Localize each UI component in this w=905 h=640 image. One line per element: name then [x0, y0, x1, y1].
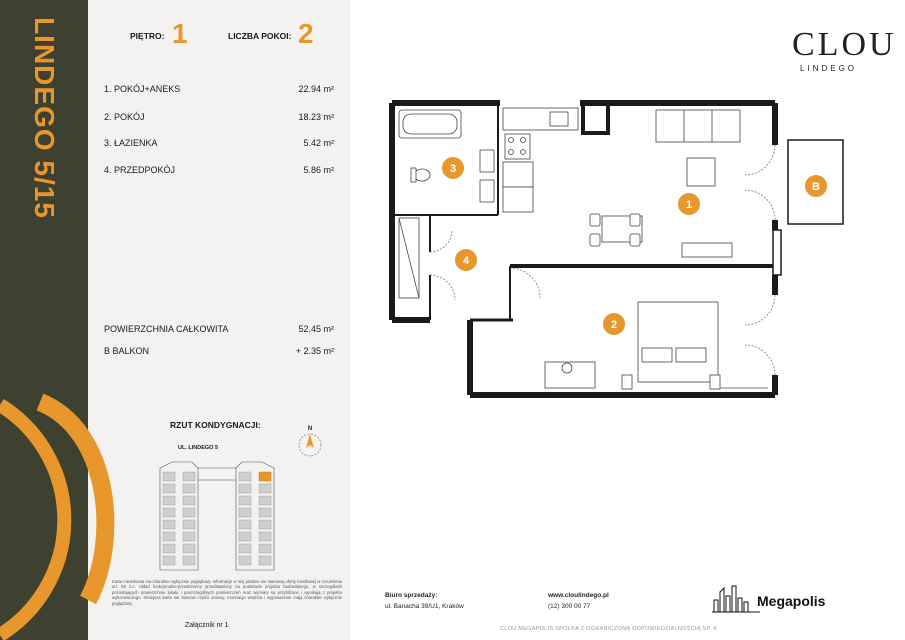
street-label: UL. LINDEGO 5 [178, 445, 219, 451]
room-area: 5.42 m² [303, 138, 334, 148]
room-name: 4. PRZEDPOKÓJ [104, 165, 176, 175]
balcony-label: B BALKON [104, 346, 150, 356]
badge-balcony [805, 175, 827, 197]
badge-room-3 [442, 157, 464, 179]
floor-value: 1 [172, 18, 188, 49]
room-area: 18.23 m² [298, 112, 334, 122]
room-name: 1. POKÓJ+ANEKS [104, 84, 181, 94]
total-row [104, 324, 334, 338]
project-title: LINDEGO 5/15 [29, 17, 60, 219]
sales-address: ul. Banacha 39/U1, Kraków [385, 603, 464, 610]
disclaimer-text: Karta mieszkania ma charakter wyłącznie poglądowy. Informacje w niej podane nie stanowią oferty handlowej w rozumieniu art. 66 k.c. Układ funkcjonalno-przestrzenny przedstawiony na podstawie projektu budowlanego, w szczegółach pozostających powierzchnie lokalu i poszczególnych pomieszczeń oraz wymiary są przybliżone i wynikają z projektu wykonawczego. Niniejsza karta nie stanowi części umowy. Aranżacja wnętrza i wyposażenie mają charakter wyłącznie poglądowy. [112, 579, 342, 606]
badge-room-4 [455, 249, 477, 271]
badge-room-2 [603, 313, 625, 335]
phone-number: (12) 300 00 77 [548, 603, 591, 610]
total-value: 52.45 m² [298, 324, 334, 334]
floor-plan-title: RZUT KONDYGNACJI: [170, 420, 261, 430]
developer-logo: Megapolis [757, 593, 826, 609]
room-row [104, 165, 334, 179]
balcony-row [104, 346, 334, 360]
svg-text:1: 1 [685, 199, 693, 211]
total-label: POWIERZCHNIA CAŁKOWITA [104, 324, 229, 334]
svg-text:3: 3 [449, 163, 457, 175]
rooms-label: LICZBA POKOI: [228, 31, 292, 41]
balcony-value: + 2.35 m² [295, 346, 334, 356]
room-area: 22.94 m² [298, 84, 334, 94]
website-link[interactable]: www.cloulindego.pl [548, 592, 609, 599]
developer-skyline-icon [712, 584, 760, 614]
brand-logo: CLOU [792, 26, 897, 63]
svg-text:4: 4 [462, 255, 470, 267]
room-row [104, 84, 334, 98]
north-label: N [307, 426, 313, 432]
room-name: 2. POKÓJ [104, 112, 145, 122]
attachment-label: Załącznik nr 1 [185, 622, 229, 629]
compass-icon [295, 423, 325, 459]
company-name: CLOU MEGAPOLIS SPÓŁKA Z OGRANICZONĄ ODPOWIEDZIALNOŚCIĄ SP. K. [500, 626, 720, 632]
badge-room-1 [678, 193, 700, 215]
room-area: 5.86 m² [303, 165, 334, 175]
room-row [104, 138, 334, 152]
side-stripe [0, 0, 88, 640]
room-name: 3. ŁAZIENKA [104, 138, 158, 148]
floor-label: PIĘTRO: [130, 31, 165, 41]
highlighted-unit [259, 472, 271, 481]
svg-text:B: B [812, 181, 820, 193]
apartment-floor-plan [370, 90, 850, 410]
building-key-plan [152, 458, 282, 578]
sales-label: Biuro sprzedaży: [385, 592, 438, 599]
brand-sub: LINDEGO [800, 64, 858, 73]
rooms-value: 2 [298, 18, 314, 49]
room-row [104, 112, 334, 126]
svg-text:2: 2 [610, 319, 618, 331]
